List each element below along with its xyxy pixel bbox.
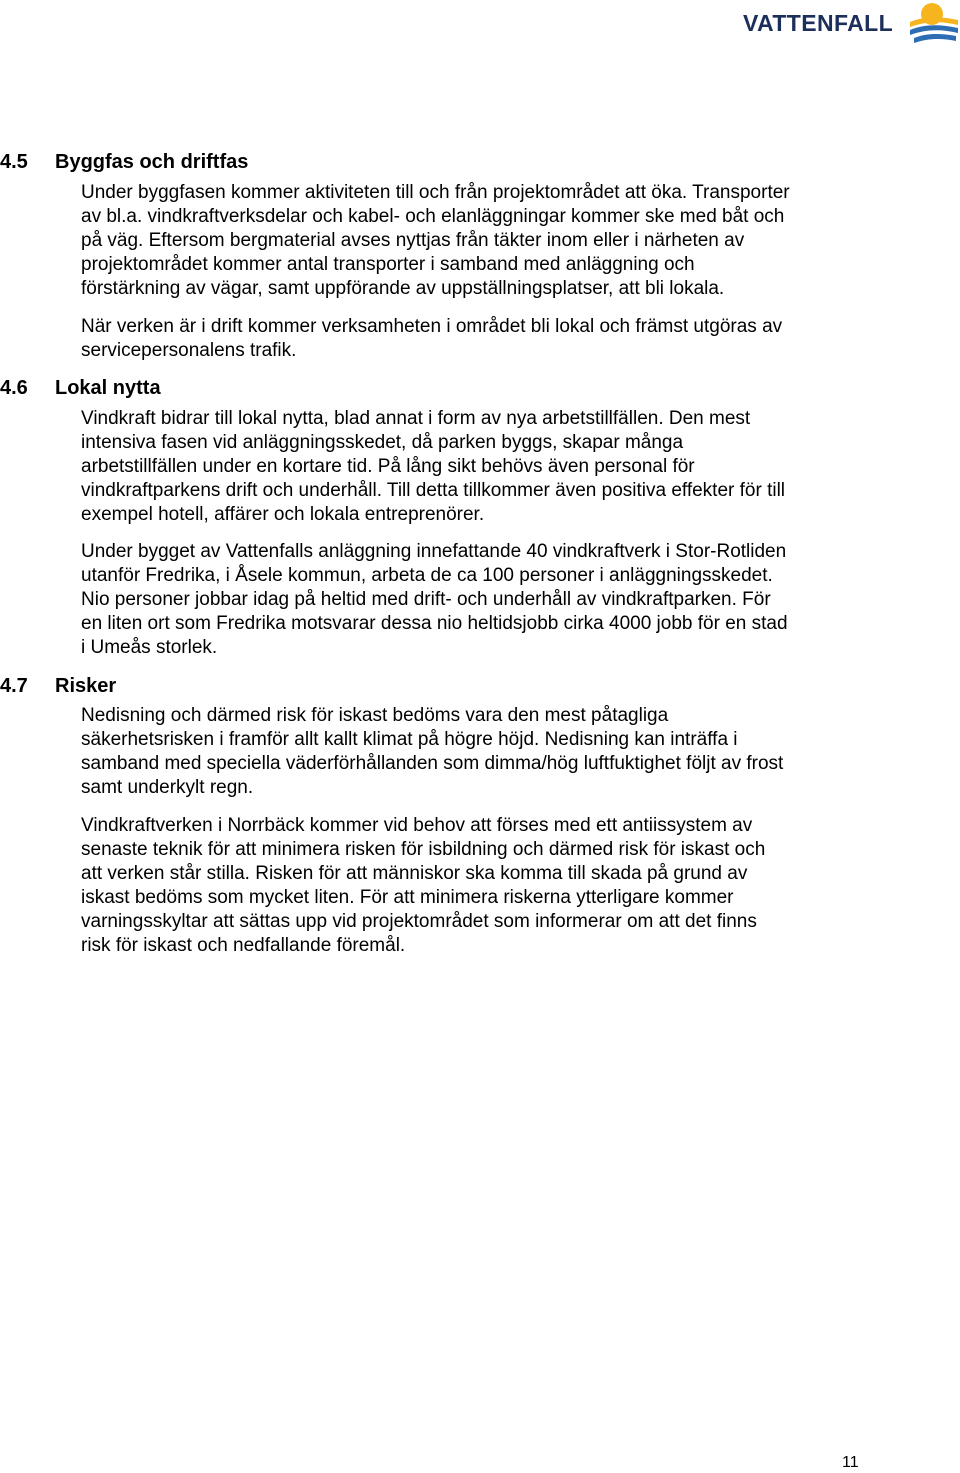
- paragraph: [81, 181, 871, 301]
- paragraph: [81, 540, 871, 660]
- text-line: Vindkraft bidrar till lokal nytta, blad annat i form av nya arbetstillfällen. Den mest: [81, 408, 751, 429]
- text-line: vindkraftparkens drift och underhåll. Till detta tillkommer även positiva effekter för till: [81, 480, 786, 501]
- section-heading-4-6: [0, 376, 161, 400]
- text-line: samt underkylt regn.: [81, 777, 254, 798]
- logo-wordmark: VATTENFALL: [743, 10, 894, 36]
- text-line: intensiva fasen vid anläggningsskedet, då parken byggs, skapar många: [81, 432, 684, 453]
- section-title: Byggfas och driftfas: [55, 151, 249, 173]
- text-line: risk för iskast och nedfallande föremål.: [81, 935, 406, 956]
- text-line: projektområdet kommer antal transporter i samband med anläggning och: [81, 254, 695, 275]
- page-number: 11: [842, 1454, 859, 1471]
- section-heading-4-7: [0, 674, 116, 698]
- text-line: förstärkning av vägar, samt uppförande av uppställningsplatser, att bli lokala.: [81, 278, 725, 299]
- text-line: utanför Fredrika, i Åsele kommun, arbeta de ca 100 personer i anläggningsskedet.: [81, 565, 773, 586]
- section-heading-4-5: [0, 150, 248, 174]
- text-line: en liten ort som Fredrika motsvarar dessa nio heltidsjobb cirka 4000 jobb för en stad: [81, 613, 788, 634]
- text-line: arbetstillfällen under en kortare tid. På lång sikt behövs även personal för: [81, 456, 695, 477]
- text-line: iskast bedöms som mycket liten. För att minimera riskerna ytterligare kommer: [81, 887, 734, 908]
- section-number: 4.6: [0, 377, 28, 399]
- section-title: Lokal nytta: [55, 377, 161, 399]
- text-line: exempel hotell, affärer och lokala entreprenörer.: [81, 504, 485, 525]
- text-line: på väg. Eftersom bergmaterial avses nyttjas från täkter inom eller i närheten av: [81, 230, 745, 251]
- text-line: Vindkraftverken i Norrbäck kommer vid behov att förses med ett antiissystem av: [81, 815, 753, 836]
- section-number: 4.5: [0, 151, 28, 173]
- text-line: Nio personer jobbar idag på heltid med drift- och underhåll av vindkraftparken. För: [81, 589, 771, 610]
- paragraph: [81, 407, 871, 527]
- text-line: servicepersonalens trafik.: [81, 340, 297, 361]
- section-title: Risker: [55, 675, 117, 697]
- text-line: Under bygget av Vattenfalls anläggning innefattande 40 vindkraftverk i Stor-Rotliden: [81, 541, 787, 562]
- text-line: av bl.a. vindkraftverksdelar och kabel- och elanläggningar kommer ske med båt och: [81, 206, 785, 227]
- text-line: i Umeås storlek.: [81, 637, 218, 658]
- text-line: Under byggfasen kommer aktiviteten till och från projektområdet att öka. Transporter: [81, 182, 790, 203]
- text-line: När verken är i drift kommer verksamheten i området bli lokal och främst utgöras av: [81, 316, 783, 337]
- vattenfall-sun-wave-icon: [906, 0, 960, 50]
- text-line: samband med speciella väderförhållanden som dimma/hög luftfuktighet följt av frost: [81, 753, 784, 774]
- section-number: 4.7: [0, 675, 28, 697]
- paragraph: [81, 704, 871, 800]
- paragraph: [81, 315, 871, 363]
- text-line: säkerhetsrisken i framför allt kallt klimat på högre höjd. Nedisning kan inträffa i: [81, 729, 738, 750]
- text-line: Nedisning och därmed risk för iskast bedöms vara den mest påtagliga: [81, 705, 669, 726]
- paragraph: [81, 814, 871, 958]
- vattenfall-logo: [740, 0, 960, 50]
- text-line: att verken står stilla. Risken för att människor ska komma till skada på grund av: [81, 863, 748, 884]
- text-line: varningsskyltar att sättas upp vid projektområdet som informerar om att det finns: [81, 911, 757, 932]
- text-line: senaste teknik för att minimera risken för isbildning och därmed risk för iskast och: [81, 839, 766, 860]
